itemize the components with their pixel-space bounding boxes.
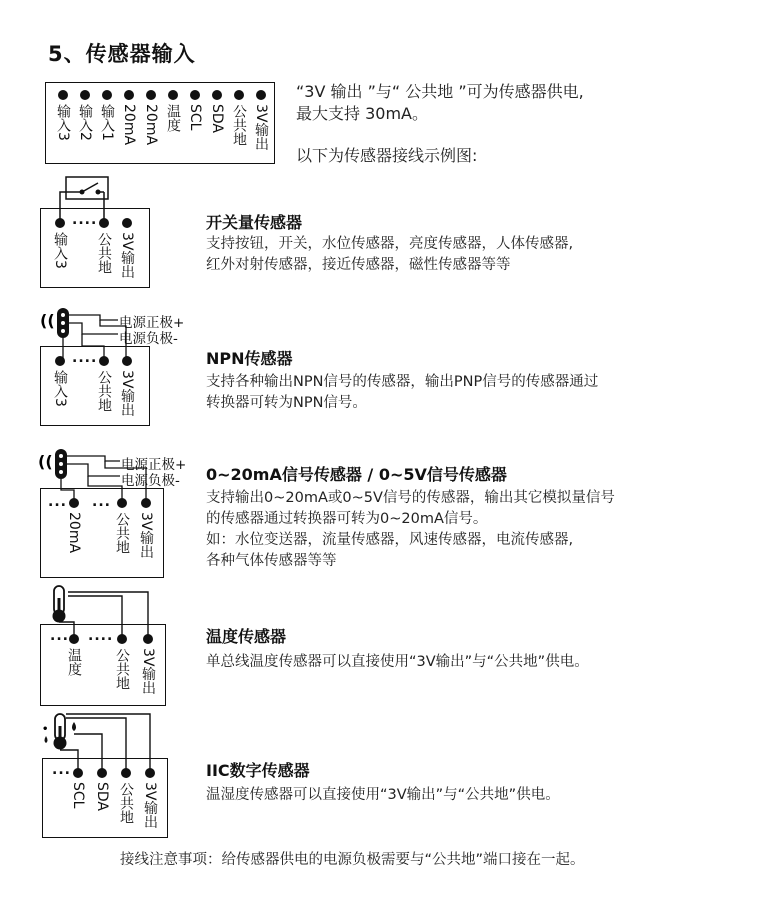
pin-label-3v: 3V输出: [119, 232, 135, 279]
ellipsis: ....: [72, 212, 98, 228]
intro-line-3: 以下为传感器接线示例图:: [296, 146, 478, 165]
power-pos-label: 电源正极+: [121, 457, 187, 473]
power-neg-label: 电源负极-: [121, 473, 180, 489]
pin-label-3v: 3V输出: [142, 782, 158, 829]
temp-heading: 温度传感器: [206, 627, 287, 646]
pin-label-3v: 3V输出: [119, 370, 135, 417]
pin-label-input3: 输入3: [52, 370, 68, 407]
terminal-pin-label: 输入2: [77, 104, 93, 141]
terminal-dot: [73, 768, 83, 778]
pin-label-3v: 3V输出: [138, 512, 154, 559]
pin-label-gnd: 公共地: [96, 370, 112, 412]
terminal-pin-label: 输入1: [99, 104, 115, 141]
ellipsis: ....: [72, 350, 98, 366]
terminal-pin-label: 输入3: [55, 104, 71, 141]
analog-desc-2: 的传感器通过转换器可转为0~20mA信号。: [206, 511, 488, 527]
switch-desc-2: 红外对射传感器，接近传感器，磁性传感器等等: [206, 257, 511, 273]
ellipsis: ...: [48, 494, 67, 510]
ellipsis: ...: [52, 762, 71, 778]
switch-heading: 开关量传感器: [206, 213, 303, 232]
pin-label-gnd: 公共地: [114, 512, 130, 554]
terminal-pin-label: 20mA: [121, 104, 137, 146]
terminal-pin-label: SCL: [187, 104, 203, 131]
npn-heading: NPN传感器: [206, 349, 293, 368]
terminal-pin-label: 3V输出: [253, 104, 269, 151]
iic-desc-1: 温湿度传感器可以直接使用“3V输出”与“公共地”供电。: [206, 787, 560, 803]
terminal-dot: [145, 768, 155, 778]
pin-label-gnd: 公共地: [118, 782, 134, 824]
terminal-pin-label: 20mA: [143, 104, 159, 146]
pin-label-scl: SCL: [70, 782, 86, 809]
pin-label-3v: 3V输出: [140, 648, 156, 695]
intro-line-1: “3V 输出 ”与“ 公共地 ”可为传感器供电,: [296, 82, 584, 101]
terminal-dot: [121, 768, 131, 778]
npn-desc-1: 支持各种输出NPN信号的传感器，输出PNP信号的传感器通过: [206, 374, 599, 390]
section-title: 5、传感器输入: [48, 42, 196, 66]
wiring-note: 接线注意事项：给传感器供电的电源负极需要与“公共地”端口接在一起。: [120, 852, 585, 868]
pin-label-temp: 温度: [66, 648, 82, 676]
power-pos-label: 电源正极+: [119, 315, 185, 331]
ellipsis: ...: [92, 494, 111, 510]
svg-text:((: ((: [38, 452, 53, 471]
pin-label-sda: SDA: [94, 782, 110, 811]
analog-desc-3: 如：水位变送器，流量传感器，风速传感器，电流传感器,: [206, 532, 574, 548]
ellipsis: ...: [50, 628, 69, 644]
terminal-pin-label: 公共地: [231, 104, 247, 146]
iic-heading: IIC数字传感器: [206, 761, 310, 780]
temp-desc-1: 单总线温度传感器可以直接使用“3V输出”与“公共地”供电。: [206, 654, 589, 670]
switch-desc-1: 支持按钮，开关，水位传感器，亮度传感器，人体传感器,: [206, 236, 574, 252]
svg-text:•: •: [42, 724, 49, 735]
power-neg-label: 电源负极-: [119, 331, 178, 347]
pin-label-gnd: 公共地: [96, 232, 112, 274]
terminal-pin-label: SDA: [209, 104, 225, 133]
analog-heading: 0~20mA信号传感器 / 0~5V信号传感器: [206, 465, 507, 484]
npn-desc-2: 转换器可转为NPN信号。: [206, 395, 367, 411]
terminal-dot: [97, 768, 107, 778]
pin-label-input3: 输入3: [52, 232, 68, 269]
pin-label-gnd: 公共地: [114, 648, 130, 690]
terminal-pin-label: 温度: [165, 104, 181, 132]
analog-desc-4: 各种气体传感器等等: [206, 553, 337, 569]
analog-desc-1: 支持输出0~20mA或0~5V信号的传感器，输出其它模拟量信号: [206, 490, 615, 506]
intro-line-2: 最大支持 30mA。: [296, 104, 428, 123]
pin-label-20ma: 20mA: [66, 512, 82, 554]
ellipsis: ....: [88, 628, 114, 644]
svg-text:((: ((: [40, 311, 55, 330]
